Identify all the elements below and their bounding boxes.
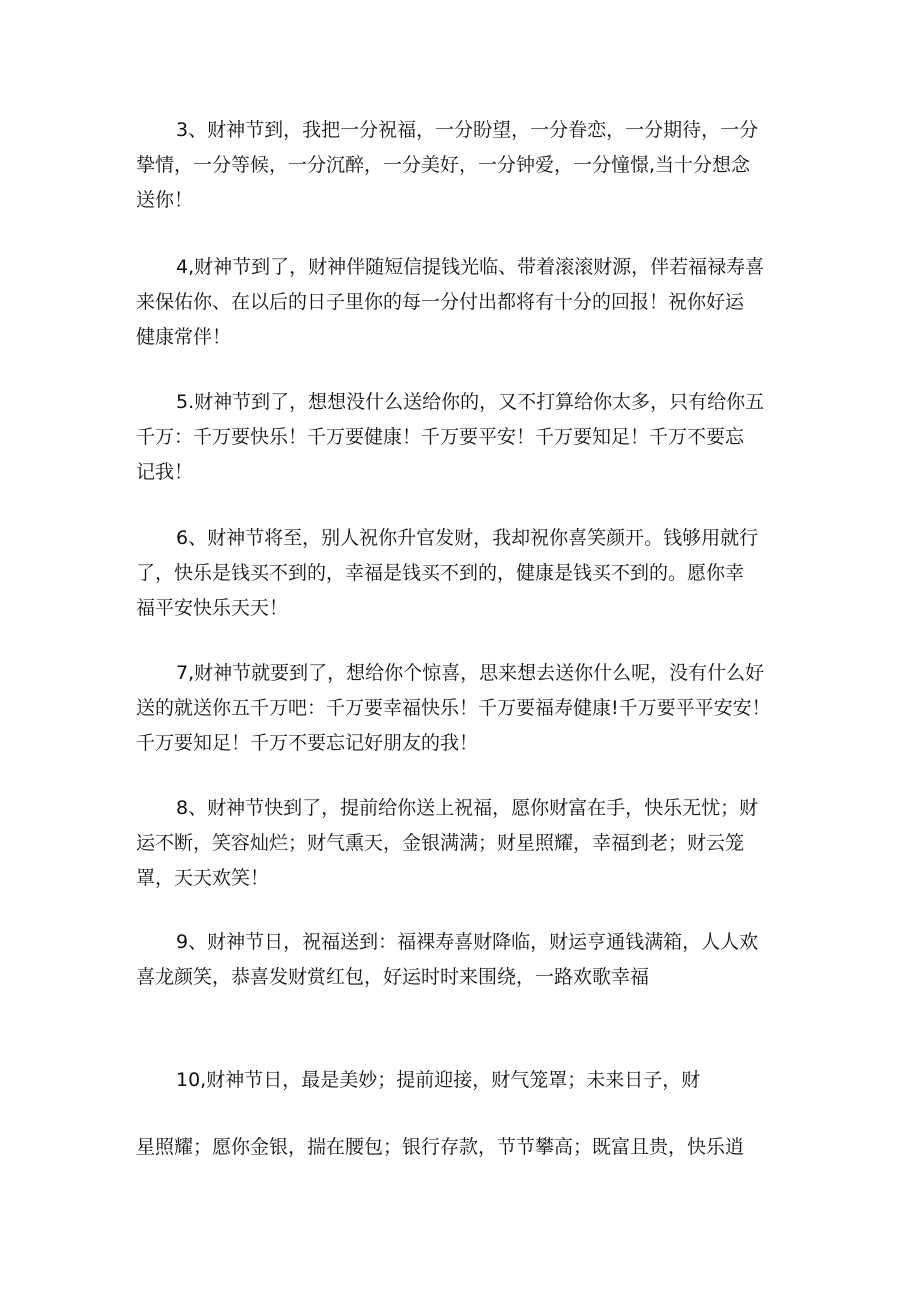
- text-line: 挚情，一分等候，一分沉醉，一分美好，一分钟爱，一分憧憬,当十分想念: [136, 154, 751, 176]
- text-line: 了，快乐是钱买不到的，幸福是钱买不到的，健康是钱买不到的。愿你幸: [136, 562, 745, 584]
- paragraph-8: [136, 791, 816, 896]
- text-line: 送的就送你五千万吧：千万要幸福快乐！千万要福寿健康!千万要平平安安！: [136, 697, 771, 719]
- text-line: 3、财神节到，我把一分祝福，一分盼望，一分眷恋，一分期待，一分: [176, 119, 759, 141]
- text-line: 8、财神节快到了，提前给你送上祝福，愿你财富在手，快乐无忧；财: [176, 797, 759, 819]
- text-line: 千万要知足！千万不要忘记好朋友的我！: [136, 732, 479, 754]
- paragraph-3: [136, 113, 816, 218]
- text-line: 罩，天天欢笑！: [136, 867, 270, 889]
- text-line: 健康常伴！: [136, 326, 232, 348]
- text-line: 千万：千万要快乐！千万要健康！千万要平安！千万要知足！千万不要忘: [136, 426, 745, 448]
- text-line: 记我！: [136, 461, 194, 483]
- text-line: 福平安快乐天天！: [136, 597, 289, 619]
- text-line: 星照耀；愿你金银，揣在腰包；银行存款，节节攀高；既富且贵，快乐逍: [136, 1136, 745, 1158]
- text-line: 送你！: [136, 189, 194, 211]
- paragraph-10-continued: [136, 1130, 816, 1165]
- text-line: 来保佑你、在以后的日子里你的每一分付出都将有十分的回报！祝你好运: [136, 291, 745, 313]
- text-line: 7,财神节就要到了，想给你个惊喜，思来想去送你什么呢，没有什么好: [176, 662, 765, 684]
- paragraph-4: [136, 250, 816, 355]
- text-line: 5.财神节到了，想想没什么送给你的，又不打算给你太多，只有给你五: [176, 391, 765, 413]
- paragraph-6: [136, 521, 816, 626]
- text-line: 10,财神节日，最是美妙；提前迎接，财气笼罩；未来日子，财: [176, 1069, 701, 1091]
- text-line: 运不断，笑容灿烂；财气熏天，金银满满；财星照耀，幸福到老；财云笼: [136, 832, 745, 854]
- paragraph-5: [136, 385, 816, 490]
- text-line: 9、财神节日，祝福送到：福裸寿喜财降临，财运亨通钱满箱，人人欢: [176, 931, 759, 953]
- paragraph-7: [136, 656, 816, 761]
- text-line: 喜龙颜笑，恭喜发财赏红包，好运时时来围绕，一路欢歌幸福: [136, 966, 650, 988]
- text-line: 4,财神节到了，财神伴随短信提钱光临、带着滚滚财源，伴若福禄寿喜: [176, 256, 765, 278]
- paragraph-9: [136, 925, 816, 995]
- paragraph-10: [136, 1063, 816, 1098]
- text-line: 6、财神节将至，别人祝你升官发财，我却祝你喜笑颜开。钱够用就行: [176, 527, 759, 549]
